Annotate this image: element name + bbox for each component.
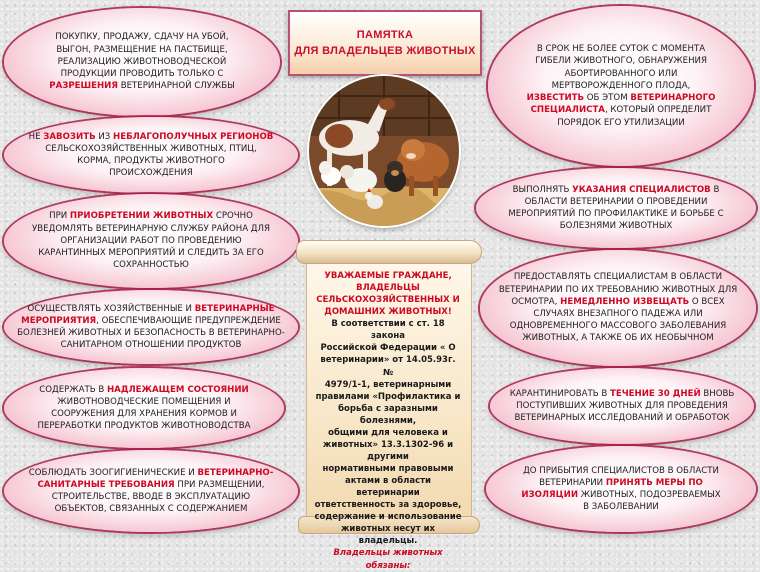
tip-text-segment: , ОБЕСПЕЧИВАЮЩИЕ ПРЕДУПРЕЖДЕНИЕ xyxy=(96,315,281,326)
tip-text xyxy=(49,31,234,92)
tip-highlight: СПЕЦИАЛИСТА xyxy=(530,105,605,116)
tip-text xyxy=(29,131,274,180)
tip-text-segment: ОБЛАСТИ ВЕТЕРИНАРИИ О ПРОВЕДЕНИИ xyxy=(524,196,708,207)
tip-text xyxy=(17,303,285,352)
tip-text-segment: В ЗАБОЛЕВАНИИ xyxy=(583,502,659,513)
tip-line xyxy=(17,315,285,327)
tip-line xyxy=(49,31,234,43)
tip-text-segment: СТРОИТЕЛЬСТВЕ, ВВОДЕ В ЭКСПЛУАТАЦИЮ xyxy=(51,492,251,502)
tip-text-segment: ОСУЩЕСТВЛЯТЬ ХОЗЯЙСТВЕННЫЕ И xyxy=(27,303,195,314)
tip-text-segment: СЛУЧАЯХ ВНЕЗАПНОГО ПАДЕЖА ИЛИ xyxy=(533,309,703,319)
tip-line xyxy=(508,184,723,196)
tip-line xyxy=(49,56,234,68)
tip-highlight: УКАЗАНИЯ СПЕЦИАЛИСТОВ xyxy=(572,184,711,195)
tip-line xyxy=(499,271,737,283)
tip-text-segment: ОДНОВРЕМЕННОГО МАССОВОГО ЗАБОЛЕВАНИЯ xyxy=(509,321,727,332)
tip-line xyxy=(499,296,737,308)
tip-line xyxy=(49,68,234,80)
tip-text-segment: О ВСЕХ xyxy=(689,296,725,307)
tip-text-segment: В xyxy=(710,184,720,195)
scroll-notice xyxy=(296,240,480,571)
tip-highlight: ИЗОЛЯЦИИ xyxy=(521,490,579,500)
tip-text-segment: КОРМА, ПРОДУКТЫ ЖИВОТНОГО xyxy=(77,156,225,166)
scroll-greeting: УВАЖАЕМЫЕ ГРАЖДАНЕ, ВЛАДЕЛЬЦЫ СЕЛЬСКОХОЗЯЙСТВЕННЫХ И ДОМАШНИХ ЖИВОТНЫХ! xyxy=(316,271,460,318)
title-line-2: ДЛЯ ВЛАДЕЛЬЦЕВ ЖИВОТНЫХ xyxy=(294,45,476,57)
scroll-closing: Владельцы животных обязаны: xyxy=(333,548,443,571)
tip-text-segment: ВНОВЬ xyxy=(700,388,735,399)
tip-line xyxy=(17,303,285,315)
farm-animals-illustration xyxy=(309,76,459,226)
tip-text-segment: МЕРОПРИЯТИЙ ПО ПРОФИЛАКТИКЕ И БОРЬБЕ С xyxy=(508,209,724,219)
tip-line xyxy=(32,259,270,271)
tip-highlight: МЕРОПРИЯТИЯ xyxy=(21,315,97,326)
tip-text-segment: СОХРАННОСТЬЮ xyxy=(113,260,189,271)
tip-line xyxy=(32,247,270,259)
tip-text-segment: ДО ПРИБЫТИЯ СПЕЦИАЛИСТОВ В ОБЛАСТИ xyxy=(523,465,719,476)
tip-text-segment: СЕЛЬСКОХОЗЯЙСТВЕННЫХ ЖИВОТНЫХ, ПТИЦ, xyxy=(45,143,257,154)
tip-line xyxy=(499,284,737,296)
tip-text-segment: ГИБЕЛИ ЖИВОТНОГО, ОБНАРУЖЕНИЯ xyxy=(535,56,707,67)
tip-line xyxy=(37,420,250,432)
tip-line xyxy=(32,210,270,222)
title-box xyxy=(288,10,482,76)
tip-text-segment: РЕАЛИЗАЦИЮ ЖИВОТНОВОДЧЕСКОЙ xyxy=(57,56,227,67)
tip-text-segment: ПРИ xyxy=(49,211,70,222)
tip-text-segment: ПРИ РАЗМЕЩЕНИИ, xyxy=(174,479,265,490)
tip-highlight: РАЗРЕШЕНИЯ xyxy=(49,81,118,92)
tip-text-segment: СРОЧНО xyxy=(213,211,253,222)
tip-text xyxy=(32,210,270,271)
tip-acquisition xyxy=(4,194,298,288)
tip-text-segment: ОБ ЭТОМ xyxy=(584,93,631,104)
tip-text-segment: ВЕТЕРИНАРНЫХ ИССЛЕДОВАНИЙ И ОБРАБОТОК xyxy=(514,413,730,424)
tip-line xyxy=(29,467,274,479)
tip-text-segment: МЕРТВОРОЖДЕННОГО ПЛОДА, xyxy=(551,80,691,91)
tip-text-segment: ОРГАНИЗАЦИИ РАБОТ ПО ПРОВЕДЕНИЮ xyxy=(60,235,242,246)
tip-text-segment: АБОРТИРОВАННОГО ИЛИ xyxy=(564,68,678,79)
tip-highlight: ПРИОБРЕТЕНИИ ЖИВОТНЫХ xyxy=(69,211,214,222)
tip-provide-animals xyxy=(480,250,756,366)
tip-line xyxy=(49,44,234,56)
tip-text-segment: СОДЕРЖАТЬ В xyxy=(39,384,107,395)
tip-text-segment: , КОТОРЫЙ ОПРЕДЕЛИТ xyxy=(604,105,712,116)
tip-text xyxy=(527,43,716,128)
tip-quarantine xyxy=(490,368,754,444)
tip-line xyxy=(29,167,274,179)
scroll-text xyxy=(314,270,462,572)
tip-highlight: ВЕТЕРИНАРНОГО xyxy=(630,93,716,104)
tip-line xyxy=(510,400,735,412)
tip-text-segment: БОЛЕЗНЕЙ ЖИВОТНЫХ И БЕЗОПАСНОСТЬ В ВЕТЕРИНАРНО- xyxy=(17,328,285,338)
tip-line xyxy=(49,80,234,92)
tip-text xyxy=(521,465,720,514)
tip-line xyxy=(508,208,723,220)
tip-text-segment: ВЫГОН, РАЗМЕЩЕНИЕ НА ПАСТБИЩЕ, xyxy=(56,44,228,55)
tip-text xyxy=(37,384,250,433)
tip-text-segment: ОБЪЕКТОВ, СВЯЗАННЫХ С СОДЕРЖАНИЕМ xyxy=(54,504,248,515)
tip-text-segment: КАРАНТИНИРОВАТЬ В xyxy=(509,388,610,399)
tip-text-segment: НЕ xyxy=(28,131,44,142)
tip-highlight: САНИТАРНЫЕ ТРЕБОВАНИЯ xyxy=(37,479,175,490)
tip-text-segment: УВЕДОМЛЯТЬ ВЕТЕРИНАРНУЮ СЛУЖБУ РАЙОНА ДЛЯ xyxy=(32,223,270,234)
tip-isolation xyxy=(486,446,756,532)
tip-line xyxy=(527,80,716,92)
tip-line xyxy=(508,220,723,232)
tip-highlight: НАДЛЕЖАЩЕМ СОСТОЯНИИ xyxy=(106,384,249,395)
tip-line xyxy=(521,465,720,477)
tip-highlight: ПРИНЯТЬ МЕРЫ ПО xyxy=(605,477,703,488)
tip-proper-condition xyxy=(4,368,284,448)
tip-line xyxy=(527,117,716,129)
tip-text-segment: ВЫПОЛНЯТЬ xyxy=(512,184,573,195)
tip-highlight: НЕБЛАГОПОЛУЧНЫХ РЕГИОНОВ xyxy=(113,131,274,142)
tip-text-segment: ПЕРЕРАБОТКИ ПРОДУКТОВ ЖИВОТНОВОДСТВА xyxy=(37,421,251,432)
tip-line xyxy=(29,479,274,491)
tip-highlight: ЗАВОЗИТЬ xyxy=(43,131,96,142)
title-line-1: ПАМЯТКА xyxy=(356,28,414,41)
tip-text-segment: ВЕТЕРИНАРНОЙ СЛУЖБЫ xyxy=(118,81,235,92)
tip-line xyxy=(37,408,250,420)
scroll-body: В соответствии с ст. 18 закона Российской Федерации « О ветеринарии» от 14.05.93г. № 4979/1-1, ветеринарными правилами «Профилактика и борьба с заразными болезнями, общими для человека и животных» 13.3.1302-96 и другими нормативными правовыми актами в области ветеринарии ответственность за здоровье, содержание и использование животных несут их владельцы. xyxy=(314,319,462,547)
tip-line xyxy=(29,155,274,167)
tip-text-segment: ЖИВОТНОВОДЧЕСКИЕ ПОМЕЩЕНИЯ И xyxy=(57,396,231,407)
tip-text-segment: ИЗ xyxy=(95,131,114,142)
tip-line xyxy=(527,55,716,67)
tip-line xyxy=(29,143,274,155)
farm-animals-photo xyxy=(309,76,459,226)
tip-highlight: ВЕТЕРИНАРНО- xyxy=(197,467,274,478)
tip-line xyxy=(527,43,716,55)
tip-line xyxy=(510,412,735,424)
tip-line xyxy=(499,320,737,332)
tip-text-segment: ПОКУПКУ, ПРОДАЖУ, СДАЧУ НА УБОЙ, xyxy=(55,32,229,43)
tip-notify-death xyxy=(488,6,754,166)
tip-line xyxy=(32,223,270,235)
tip-line xyxy=(29,491,274,503)
tip-line xyxy=(17,327,285,339)
tip-text-segment: КАРАНТИННЫХ МЕРОПРИЯТИЙ И СЛЕДИТЬ ЗА ЕГО xyxy=(38,248,264,259)
tip-text-segment: ПРЕДОСТАВЛЯТЬ СПЕЦИАЛИСТАМ В ОБЛАСТИ xyxy=(513,272,723,283)
tip-text-segment: ПРОДУКЦИИ ПРОВОДИТЬ ТОЛЬКО С xyxy=(60,69,224,80)
tip-line xyxy=(510,388,735,400)
tip-highlight: НЕМЕДЛЕННО ИЗВЕЩАТЬ xyxy=(560,296,690,307)
tip-follow-instructions xyxy=(476,168,756,248)
tip-zoo-hygiene xyxy=(4,450,298,532)
tip-line xyxy=(508,196,723,208)
tip-line xyxy=(521,489,720,501)
tip-no-import xyxy=(4,117,298,193)
tip-permit xyxy=(4,8,280,116)
tip-line xyxy=(17,339,285,351)
tip-text-segment: В СРОК НЕ БОЛЕЕ СУТОК С МОМЕНТА xyxy=(536,44,706,55)
tip-line xyxy=(32,235,270,247)
tip-line xyxy=(527,104,716,116)
tip-text xyxy=(510,388,735,425)
tip-highlight: ИЗВЕСТИТЬ xyxy=(526,93,585,104)
tip-text-segment: ОСМОТРА, xyxy=(511,296,561,307)
tip-line xyxy=(527,92,716,104)
tip-text-segment: ПОСТУПИВШИХ ЖИВОТНЫХ ДЛЯ ПРОВЕДЕНИЯ xyxy=(516,400,728,411)
tip-text-segment: ВЕТЕРИНАРИИ xyxy=(539,477,606,488)
scroll-roll-top xyxy=(296,240,482,264)
tip-highlight: ТЕЧЕНИЕ 30 ДНЕЙ xyxy=(609,388,701,399)
tip-highlight: ВЕТЕРИНАРНЫЕ xyxy=(194,303,275,314)
tip-text-segment: СОБЛЮДАТЬ ЗООГИГИЕНИЧЕСКИЕ И xyxy=(28,467,198,478)
tip-line xyxy=(499,308,737,320)
tip-text-segment: ПОРЯДОК ЕГО УТИЛИЗАЦИИ xyxy=(557,117,685,128)
tip-line xyxy=(29,503,274,515)
tip-text-segment: БОЛЕЗНЯМИ ЖИВОТНЫХ xyxy=(559,221,673,232)
tip-veterinary-measures xyxy=(4,290,298,364)
tip-line xyxy=(37,396,250,408)
tip-text-segment: ЖИВОТНЫХ, А ТАКЖЕ ОБ ИХ НЕОБЫЧНОМ xyxy=(522,333,714,344)
tip-text-segment: ЖИВОТНЫХ, ПОДОЗРЕВАЕМЫХ xyxy=(578,490,721,500)
tip-text xyxy=(499,271,737,344)
tip-line xyxy=(29,131,274,143)
tip-line xyxy=(37,384,250,396)
tip-text-segment: СООРУЖЕНИЯ ДЛЯ ХРАНЕНИЯ КОРМОВ И xyxy=(51,409,237,419)
tip-text xyxy=(508,184,723,233)
tip-line xyxy=(521,501,720,513)
tip-text xyxy=(29,467,274,516)
tip-line xyxy=(527,68,716,80)
tip-text-segment: САНИТАРНОМ ОТНОШЕНИИ ПРОДУКТОВ xyxy=(60,340,242,351)
tip-text-segment: ВЕТЕРИНАРИИ ПО ИХ ТРЕБОВАНИЮ ЖИВОТНЫХ ДЛЯ xyxy=(498,284,738,295)
tip-line xyxy=(521,477,720,489)
tip-line xyxy=(499,332,737,344)
tip-text-segment: ПРОИСХОЖДЕНИЯ xyxy=(109,168,193,179)
